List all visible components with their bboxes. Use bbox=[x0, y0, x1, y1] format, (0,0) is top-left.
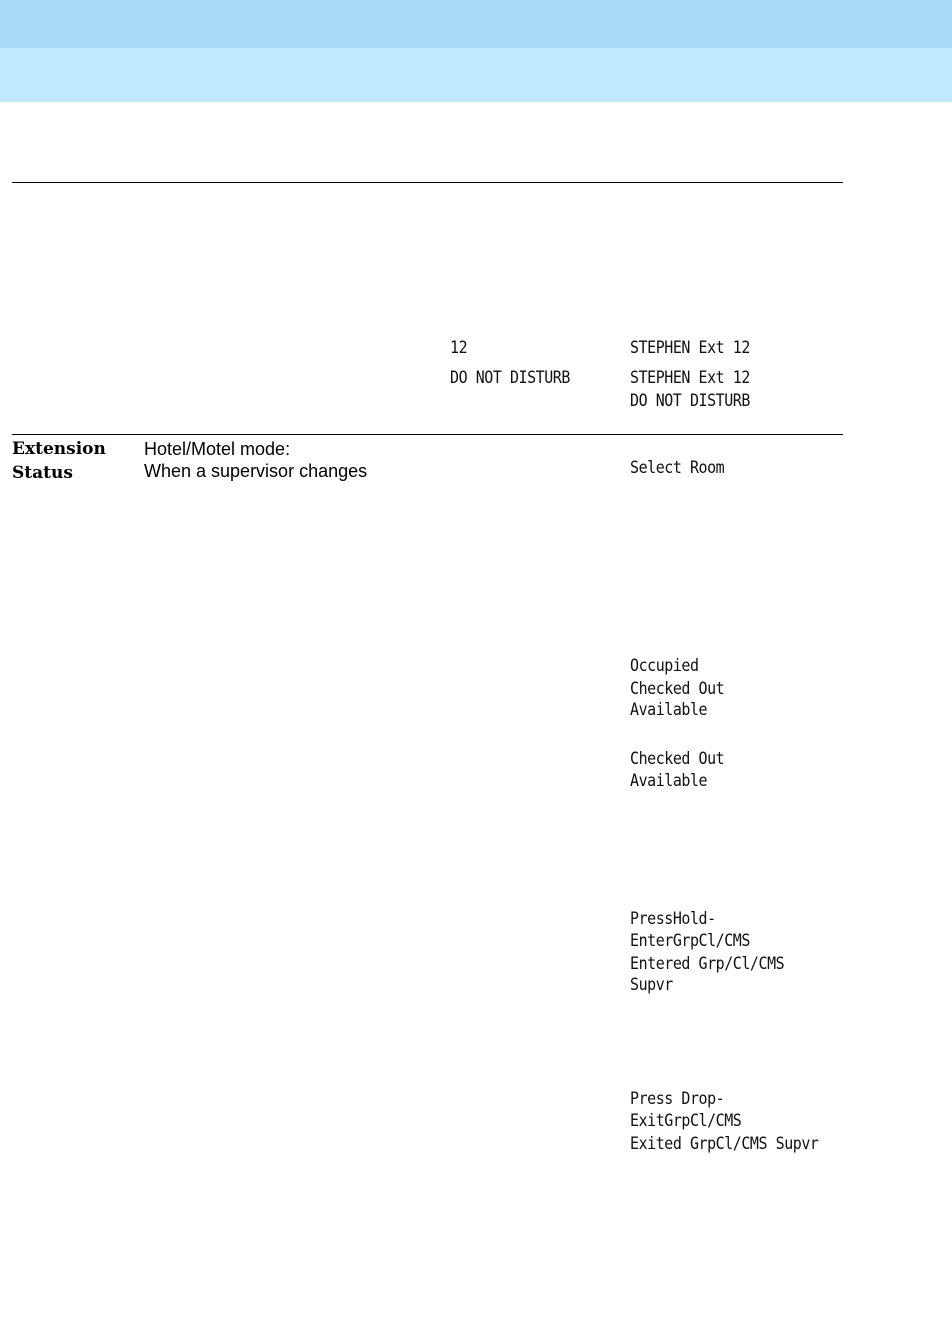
display-prompt-line: Press Drop- bbox=[630, 1089, 725, 1109]
display-status-option: Occupied bbox=[630, 656, 699, 676]
display-prompt-line: Exited GrpCl/CMS Supvr bbox=[630, 1134, 819, 1154]
display-prompt-line: EnterGrpCl/CMS bbox=[630, 931, 750, 951]
display-dnd: DO NOT DISTURB bbox=[450, 368, 570, 388]
header-band-top bbox=[0, 0, 952, 48]
display-prompt-line: ExitGrpCl/CMS bbox=[630, 1111, 742, 1131]
display-supervisor-line: STEPHEN Ext 12 bbox=[630, 368, 750, 388]
description-line: Hotel/Motel mode: bbox=[144, 439, 291, 459]
term-status: Status bbox=[12, 463, 73, 483]
top-divider bbox=[12, 182, 843, 183]
display-supervisor-line: STEPHEN Ext 12 bbox=[630, 338, 750, 358]
display-prompt-line: PressHold- bbox=[630, 909, 716, 929]
display-status-option: Checked Out bbox=[630, 749, 725, 769]
display-prompt-line: Supvr bbox=[630, 975, 673, 995]
display-extension-number: 12 bbox=[450, 338, 468, 358]
display-status-option: Available bbox=[630, 771, 708, 791]
display-select-room: Select Room bbox=[630, 458, 725, 478]
display-prompt-line: Entered Grp/Cl/CMS bbox=[630, 954, 785, 974]
header-band-bottom bbox=[0, 48, 952, 102]
term-extension: Extension bbox=[12, 439, 106, 459]
display-status-option: Checked Out bbox=[630, 679, 725, 699]
display-status-option: Available bbox=[630, 700, 708, 720]
display-supervisor-line: DO NOT DISTURB bbox=[630, 391, 750, 411]
description-line: When a supervisor changes bbox=[144, 461, 368, 481]
section-divider bbox=[12, 434, 843, 435]
